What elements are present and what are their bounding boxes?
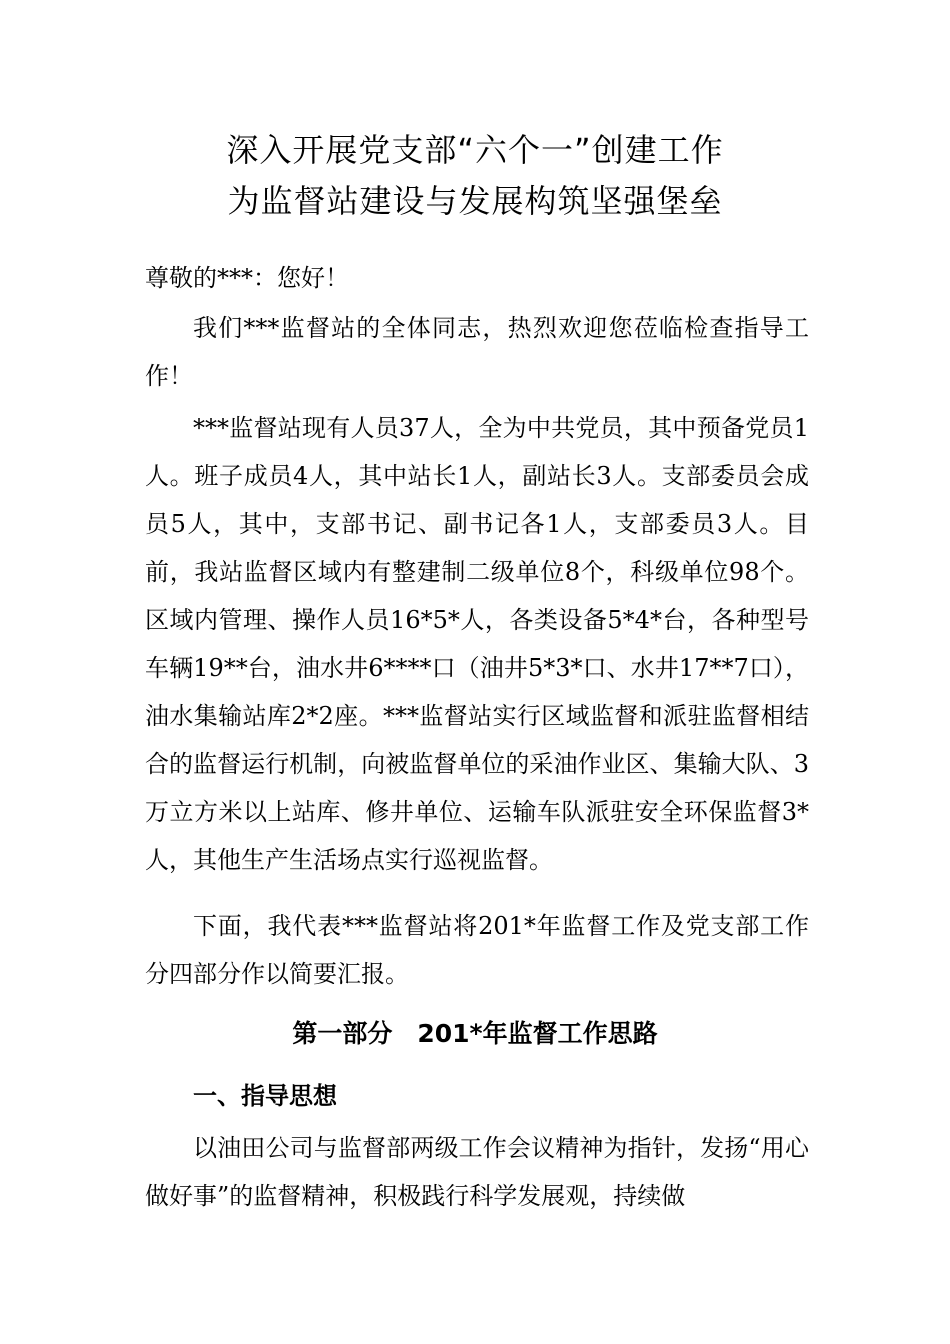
paragraph-station-overview: ***监督站现有人员37人，全为中共党员，其中预备党员1人。班子成员4人，其中站长1人，副站长3人。支部委员会成员5人，其中，支部书记、副书记各1人，支部委员3人。目前，我站监督区域内有整建制二级单位8个，科级单位98个。区域内管理、操作人员16*5*人，各类设备5*4*台，各种型号车辆19**台，油水井6****口（油井5*3*口、水井17**7口），油水集输站库2*2座。***监督站实行区域监督和派驻监督相结合的监督运行机制，向被监督单位的采油作业区、集输大队、3万立方米以上站库、修井单位、运输车队派驻安全环保监督3*人，其他生产生活场点实行巡视监督。 bbox=[145, 414, 809, 874]
section-heading: 第一部分 201*年监督工作思路 bbox=[292, 1019, 658, 1048]
greeting: 尊敬的***：您好！ bbox=[145, 264, 349, 292]
document-title-line-2: 为监督站建设与发展构筑坚强堡垒 bbox=[227, 182, 723, 220]
subsection-heading: 一、指导思想 bbox=[193, 1082, 337, 1110]
paragraph-welcome: 我们***监督站的全体同志，热烈欢迎您莅临检查指导工作！ bbox=[145, 314, 809, 390]
document-title-line-1: 深入开展党支部“六个一”创建工作 bbox=[226, 131, 724, 169]
paragraph-report-intro: 下面，我代表***监督站将201*年监督工作及党支部工作分四部分作以简要汇报。 bbox=[145, 912, 809, 988]
paragraph-guiding-ideology: 以油田公司与监督部两级工作会议精神为指针，发扬“用心做好事”的监督精神，积极践行科学发展观，持续做 bbox=[145, 1134, 809, 1210]
